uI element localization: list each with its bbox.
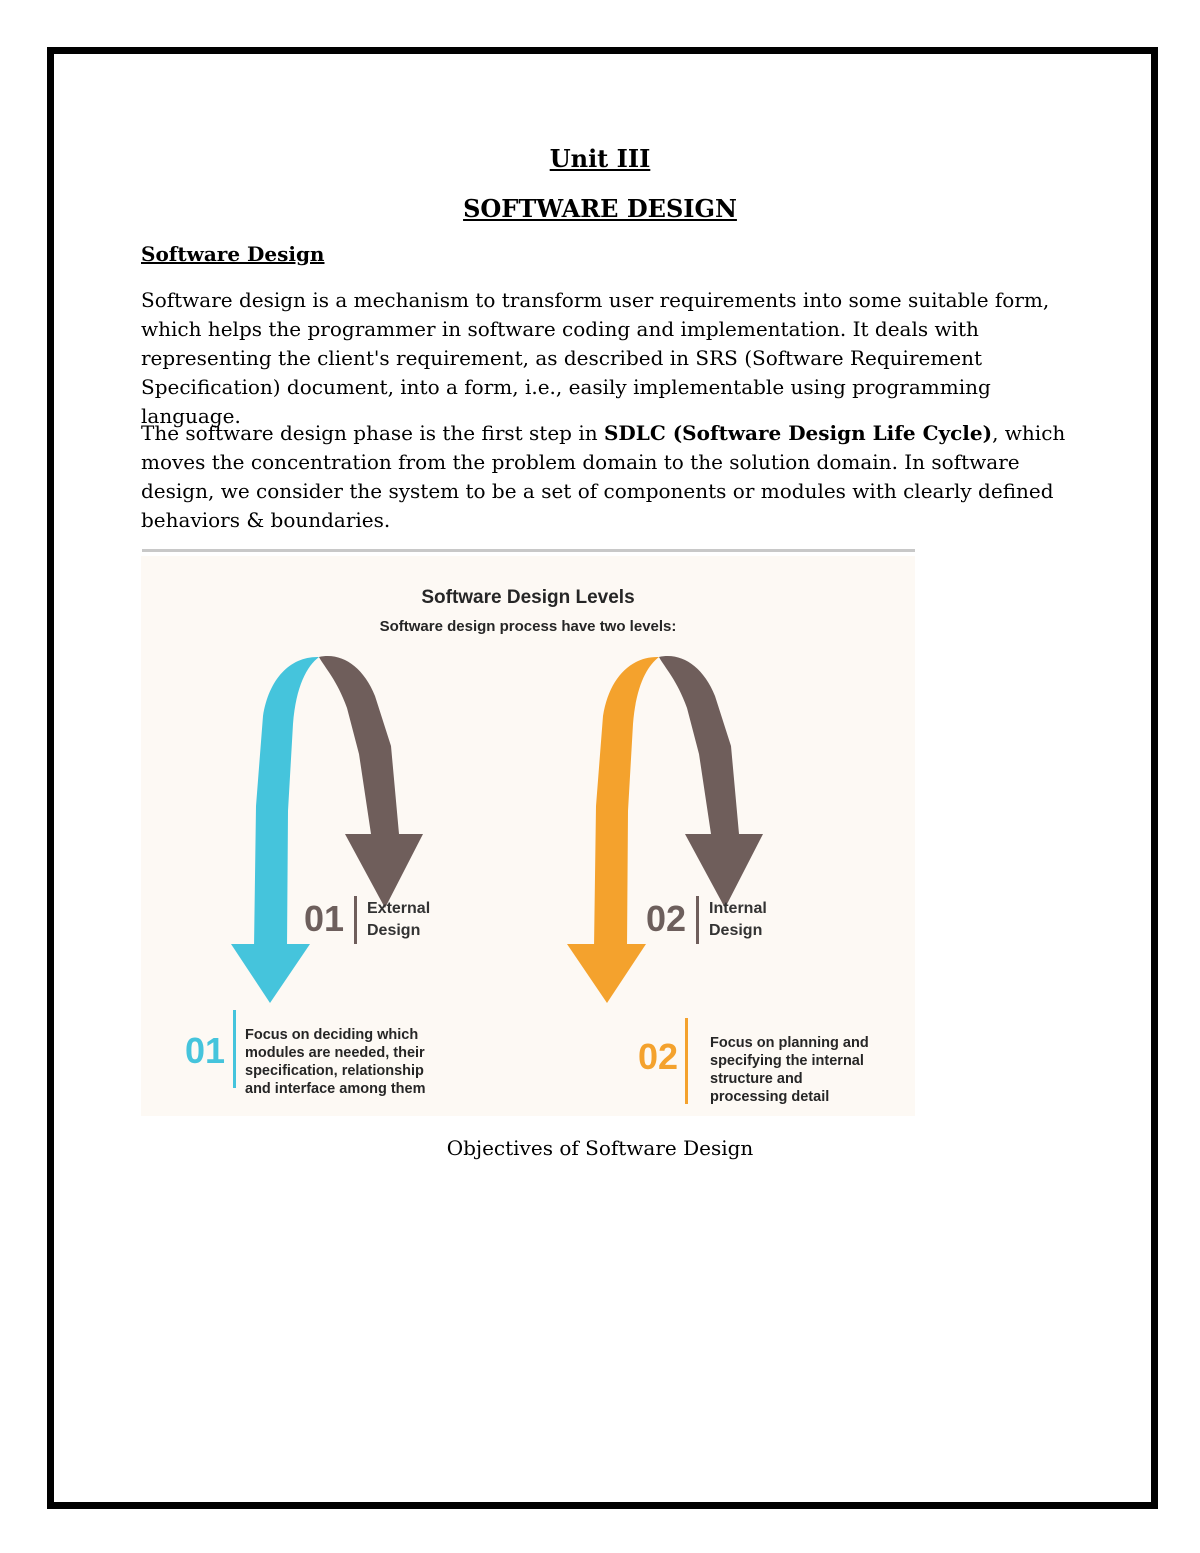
figure-subtitle: Software design process have two levels: — [379, 618, 677, 635]
description-1-number: 01 — [185, 1030, 226, 1071]
description-1-line: specification, relationship — [245, 1063, 424, 1079]
internal-orange-arrow-icon — [567, 657, 659, 1003]
paragraph-2 — [141, 419, 1071, 535]
external-brown-arrow-icon — [319, 656, 423, 908]
paragraph-1: Software design is a mechanism to transform user requirements into some suitable form, which helps the programmer in software coding and implementation. It deals with representing the client's requirement, as described in SRS (Software Requirement Specification) document, into a form, i.e., easily implementable using programming language. — [141, 288, 1050, 428]
description-1-text — [245, 1026, 445, 1098]
level-1-divider — [354, 896, 357, 944]
level-2-number: 02 — [646, 898, 687, 939]
description-2-text — [710, 1034, 910, 1106]
level-1-label — [367, 898, 477, 942]
level-1-number: 01 — [304, 898, 345, 939]
design-levels-figure — [141, 556, 915, 1116]
description-2-line: structure and — [710, 1071, 803, 1087]
description-1-line: modules are needed, their — [245, 1045, 425, 1061]
level-1-label-line-1: External — [367, 900, 431, 917]
description-2-line: specifying the internal — [710, 1053, 864, 1069]
level-2-label-line-2: Design — [709, 922, 763, 939]
external-cyan-arrow-icon — [231, 657, 319, 1003]
section-heading: Software Design — [141, 242, 325, 266]
level-2-label-line-1: Internal — [709, 900, 767, 917]
sdlc-term: SDLC (Software Design Life Cycle) — [603, 421, 993, 445]
internal-brown-arrow-icon — [659, 656, 763, 908]
unit-title: Unit III — [549, 144, 651, 173]
description-1-line: and interface among them — [245, 1081, 426, 1097]
horizontal-rule — [142, 549, 915, 552]
description-1-line: Focus on deciding which — [245, 1027, 419, 1043]
document-title: SOFTWARE DESIGN — [463, 194, 737, 223]
description-2-divider — [685, 1018, 688, 1104]
description-2-number: 02 — [638, 1036, 679, 1077]
description-2-line: processing detail — [710, 1089, 830, 1105]
figure-title: Software Design Levels — [421, 587, 635, 608]
level-2-label — [709, 898, 819, 942]
level-2-divider — [696, 896, 699, 944]
paragraph-2-text-start: The software design phase is the first step in — [141, 421, 604, 445]
description-1-divider — [233, 1010, 236, 1088]
description-2-line: Focus on planning and — [710, 1035, 869, 1051]
figure-caption: Objectives of Software Design — [446, 1136, 754, 1160]
level-1-label-line-2: Design — [367, 922, 421, 939]
paragraph-2-text-end: , which moves the concentration from the problem domain to the solution domain. In software design, we consider the system to be a set of components or modules with clearly defined behaviors & boundaries. — [141, 421, 1066, 532]
